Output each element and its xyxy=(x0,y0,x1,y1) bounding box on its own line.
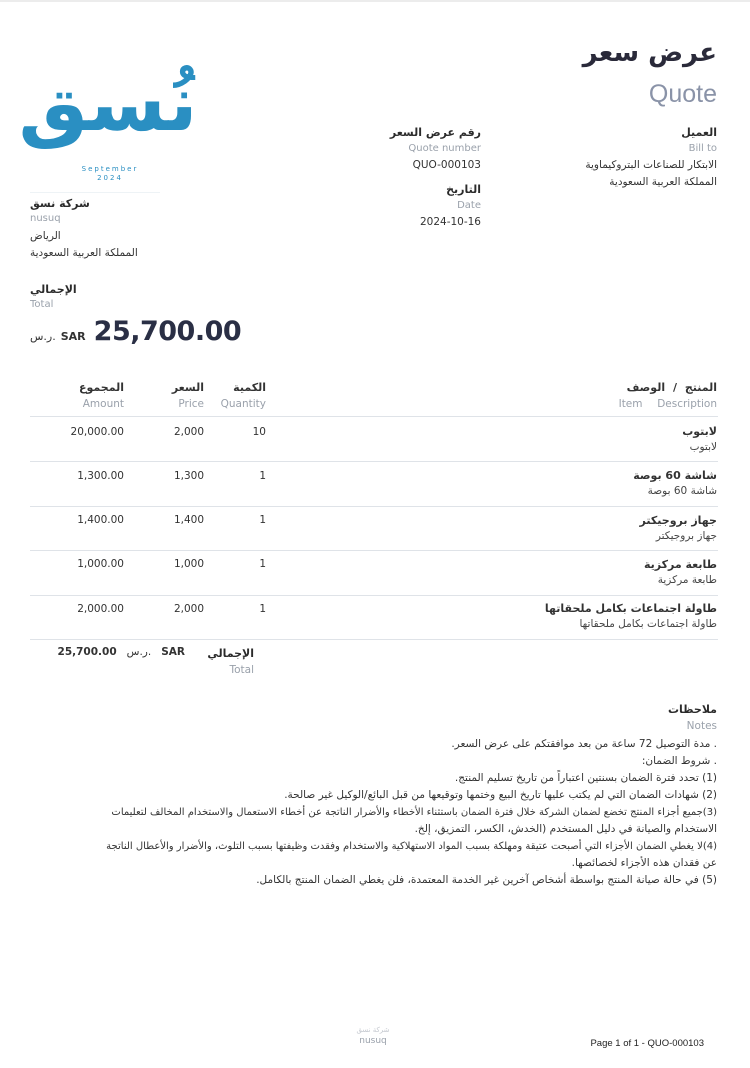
notes-line: (4)لا يغطي الضمان الأجزاء التي أصبحت عتيقة ومهلكة بسبب المواد الاستهلاكية والاستخدام وفقدت وظيفتها بسبب التلوث، والأضرار والأعطال الناتجة xyxy=(106,841,717,852)
date-value: 2024-10-16 xyxy=(419,216,481,228)
row-item-name: شاشة 60 بوصة xyxy=(633,469,717,482)
th-item-en: Item xyxy=(618,398,643,410)
date-label-en: Date xyxy=(457,200,481,211)
row-amount: 1,000.00 xyxy=(77,558,124,570)
company-block xyxy=(30,196,230,262)
quote-number-label-en: Quote number xyxy=(408,143,481,154)
top-border xyxy=(0,0,750,2)
notes-label-ar: ملاحظات xyxy=(668,703,717,716)
th-qty-en: Quantity xyxy=(220,398,266,410)
bill-to-label-en: Bill to xyxy=(688,143,717,154)
table-total-currency: SAR xyxy=(161,646,185,658)
table-row xyxy=(0,461,750,505)
row-price: 1,400 xyxy=(173,514,204,526)
table-row xyxy=(0,595,750,639)
footer-handle: nusuq xyxy=(359,1036,387,1046)
total-label-ar: الإجمالي xyxy=(30,283,77,296)
notes-line: (2) شهادات الضمان التي لم يكتب عليها تاريخ البيع وختمها وتوقيعها من قبل البائع/الوكيل غير صالحة. xyxy=(284,789,717,801)
quote-meta-block xyxy=(301,126,481,231)
logo-divider xyxy=(30,192,160,193)
footer-company-ar: شركة نسق xyxy=(356,1026,390,1034)
footer-brand xyxy=(330,1026,416,1047)
notes-line: (3)جميع أجزاء المنتج تخضع لضمان الشركة خلال فترة الضمان باستثناء الأخطاء والأضرار الناتجة عن أخطاء الاستعمال والاستخدام المخالف لتعليمات xyxy=(111,807,717,818)
th-price xyxy=(144,380,204,414)
logo-mark xyxy=(18,38,198,149)
table-row xyxy=(0,550,750,594)
total-amount-row xyxy=(30,316,241,347)
total-amount: 25,700.00 xyxy=(93,316,242,347)
company-handle: nusuq xyxy=(30,213,61,224)
company-country: المملكة العربية السعودية xyxy=(30,247,138,259)
total-currency: SAR xyxy=(60,330,86,343)
logo-month: September xyxy=(81,165,139,173)
row-item-desc: طابعة مركزية xyxy=(657,574,717,586)
notes-line: الاستخدام والصيانة في دليل المستخدم (الخدش، الكسر، التمزيق، إلخ. xyxy=(414,823,717,835)
client-name: الابتكار للصناعات البتروكيماوية xyxy=(585,159,717,171)
row-amount: 1,400.00 xyxy=(77,514,124,526)
footer-page-number: Page 1 of 1 - QUO-000103 xyxy=(590,1038,704,1049)
total-currency-ar: ر.س. xyxy=(30,330,56,343)
row-qty: 1 xyxy=(259,470,266,482)
table-row xyxy=(0,506,750,550)
table-total-label-ar: الإجمالي xyxy=(207,647,254,660)
row-qty: 1 xyxy=(259,514,266,526)
row-item-desc: لابتوب xyxy=(689,441,717,453)
row-amount: 2,000.00 xyxy=(77,603,124,615)
th-desc-en: Description xyxy=(657,398,717,410)
th-item xyxy=(517,380,717,414)
table-row xyxy=(0,416,750,460)
th-amount xyxy=(44,380,124,414)
document-title-ar: عرض سعر xyxy=(582,38,717,68)
row-price: 1,300 xyxy=(173,470,204,482)
th-item-ar: المنتج xyxy=(684,381,717,394)
row-item-name: طابعة مركزية xyxy=(643,558,717,571)
quote-number-label-ar: رقم عرض السعر xyxy=(389,126,481,139)
row-price: 1,000 xyxy=(173,558,204,570)
company-logo xyxy=(18,38,198,149)
date-label-ar: التاريخ xyxy=(446,183,481,196)
notes-line: (5) في حالة صيانة المنتج بواسطة أشخاص آخرين غير الخدمة المعتمدة، فلن يغطي الضمان المنتج بالكامل. xyxy=(256,874,717,886)
th-desc-ar: الوصف xyxy=(626,381,666,394)
total-label-en: Total xyxy=(30,299,54,310)
row-item-name: لابتوب xyxy=(682,425,717,438)
row-item-desc: طاولة اجتماعات بكامل ملحقاتها xyxy=(579,618,717,630)
table-total-label xyxy=(194,646,254,679)
notes-line: . شروط الضمان: xyxy=(641,755,717,767)
client-country: المملكة العربية السعودية xyxy=(609,176,717,188)
logo-text: نُسق xyxy=(18,59,198,149)
table-total-value xyxy=(57,646,185,658)
table-total-amount: 25,700.00 xyxy=(57,646,117,658)
row-item-name: جهاز بروجيكتر xyxy=(639,514,717,527)
bill-to-label-ar: العميل xyxy=(681,126,717,139)
bill-to-block xyxy=(457,126,717,191)
th-price-en: Price xyxy=(178,398,204,410)
notes-block xyxy=(27,702,717,889)
logo-year: 2024 xyxy=(97,174,123,182)
row-price: 2,000 xyxy=(173,603,204,615)
row-item-desc: جهاز بروجيكتر xyxy=(655,530,717,542)
row-qty: 1 xyxy=(259,558,266,570)
document-title-en: Quote xyxy=(648,80,717,108)
row-price: 2,000 xyxy=(173,426,204,438)
notes-line: . مدة التوصيل 72 ساعة من بعد موافقتكم على عرض السعر. xyxy=(451,738,717,750)
th-amount-ar: المجموع xyxy=(79,381,124,394)
row-item-desc: شاشة 60 بوصة xyxy=(647,485,717,497)
row-qty: 10 xyxy=(252,426,266,438)
logo-date xyxy=(60,165,160,183)
table-total-currency-ar: ر.س. xyxy=(126,646,152,658)
row-qty: 1 xyxy=(259,603,266,615)
th-amount-en: Amount xyxy=(82,398,124,410)
total-summary xyxy=(30,282,77,312)
th-quantity xyxy=(203,380,266,414)
table-total-label-en: Total xyxy=(229,664,254,676)
company-name: شركة نسق xyxy=(30,197,90,210)
notes-line: عن فقدان هذه الأجزاء لخصائصها. xyxy=(571,857,717,869)
row-amount: 1,300.00 xyxy=(77,470,124,482)
quote-number-value: QUO-000103 xyxy=(412,159,481,171)
row-item-name: طاولة اجتماعات بكامل ملحقاتها xyxy=(544,602,717,615)
th-qty-ar: الكمية xyxy=(233,381,266,394)
notes-line: (1) تحدد فترة الضمان بسنتين اعتباراً من تاريخ تسليم المنتج. xyxy=(454,772,717,784)
row-amount: 20,000.00 xyxy=(70,426,124,438)
th-price-ar: السعر xyxy=(171,381,204,394)
notes-label-en: Notes xyxy=(686,720,717,732)
company-city: الرياض xyxy=(30,230,61,242)
th-separator: / xyxy=(672,381,677,394)
row-divider xyxy=(30,639,718,640)
